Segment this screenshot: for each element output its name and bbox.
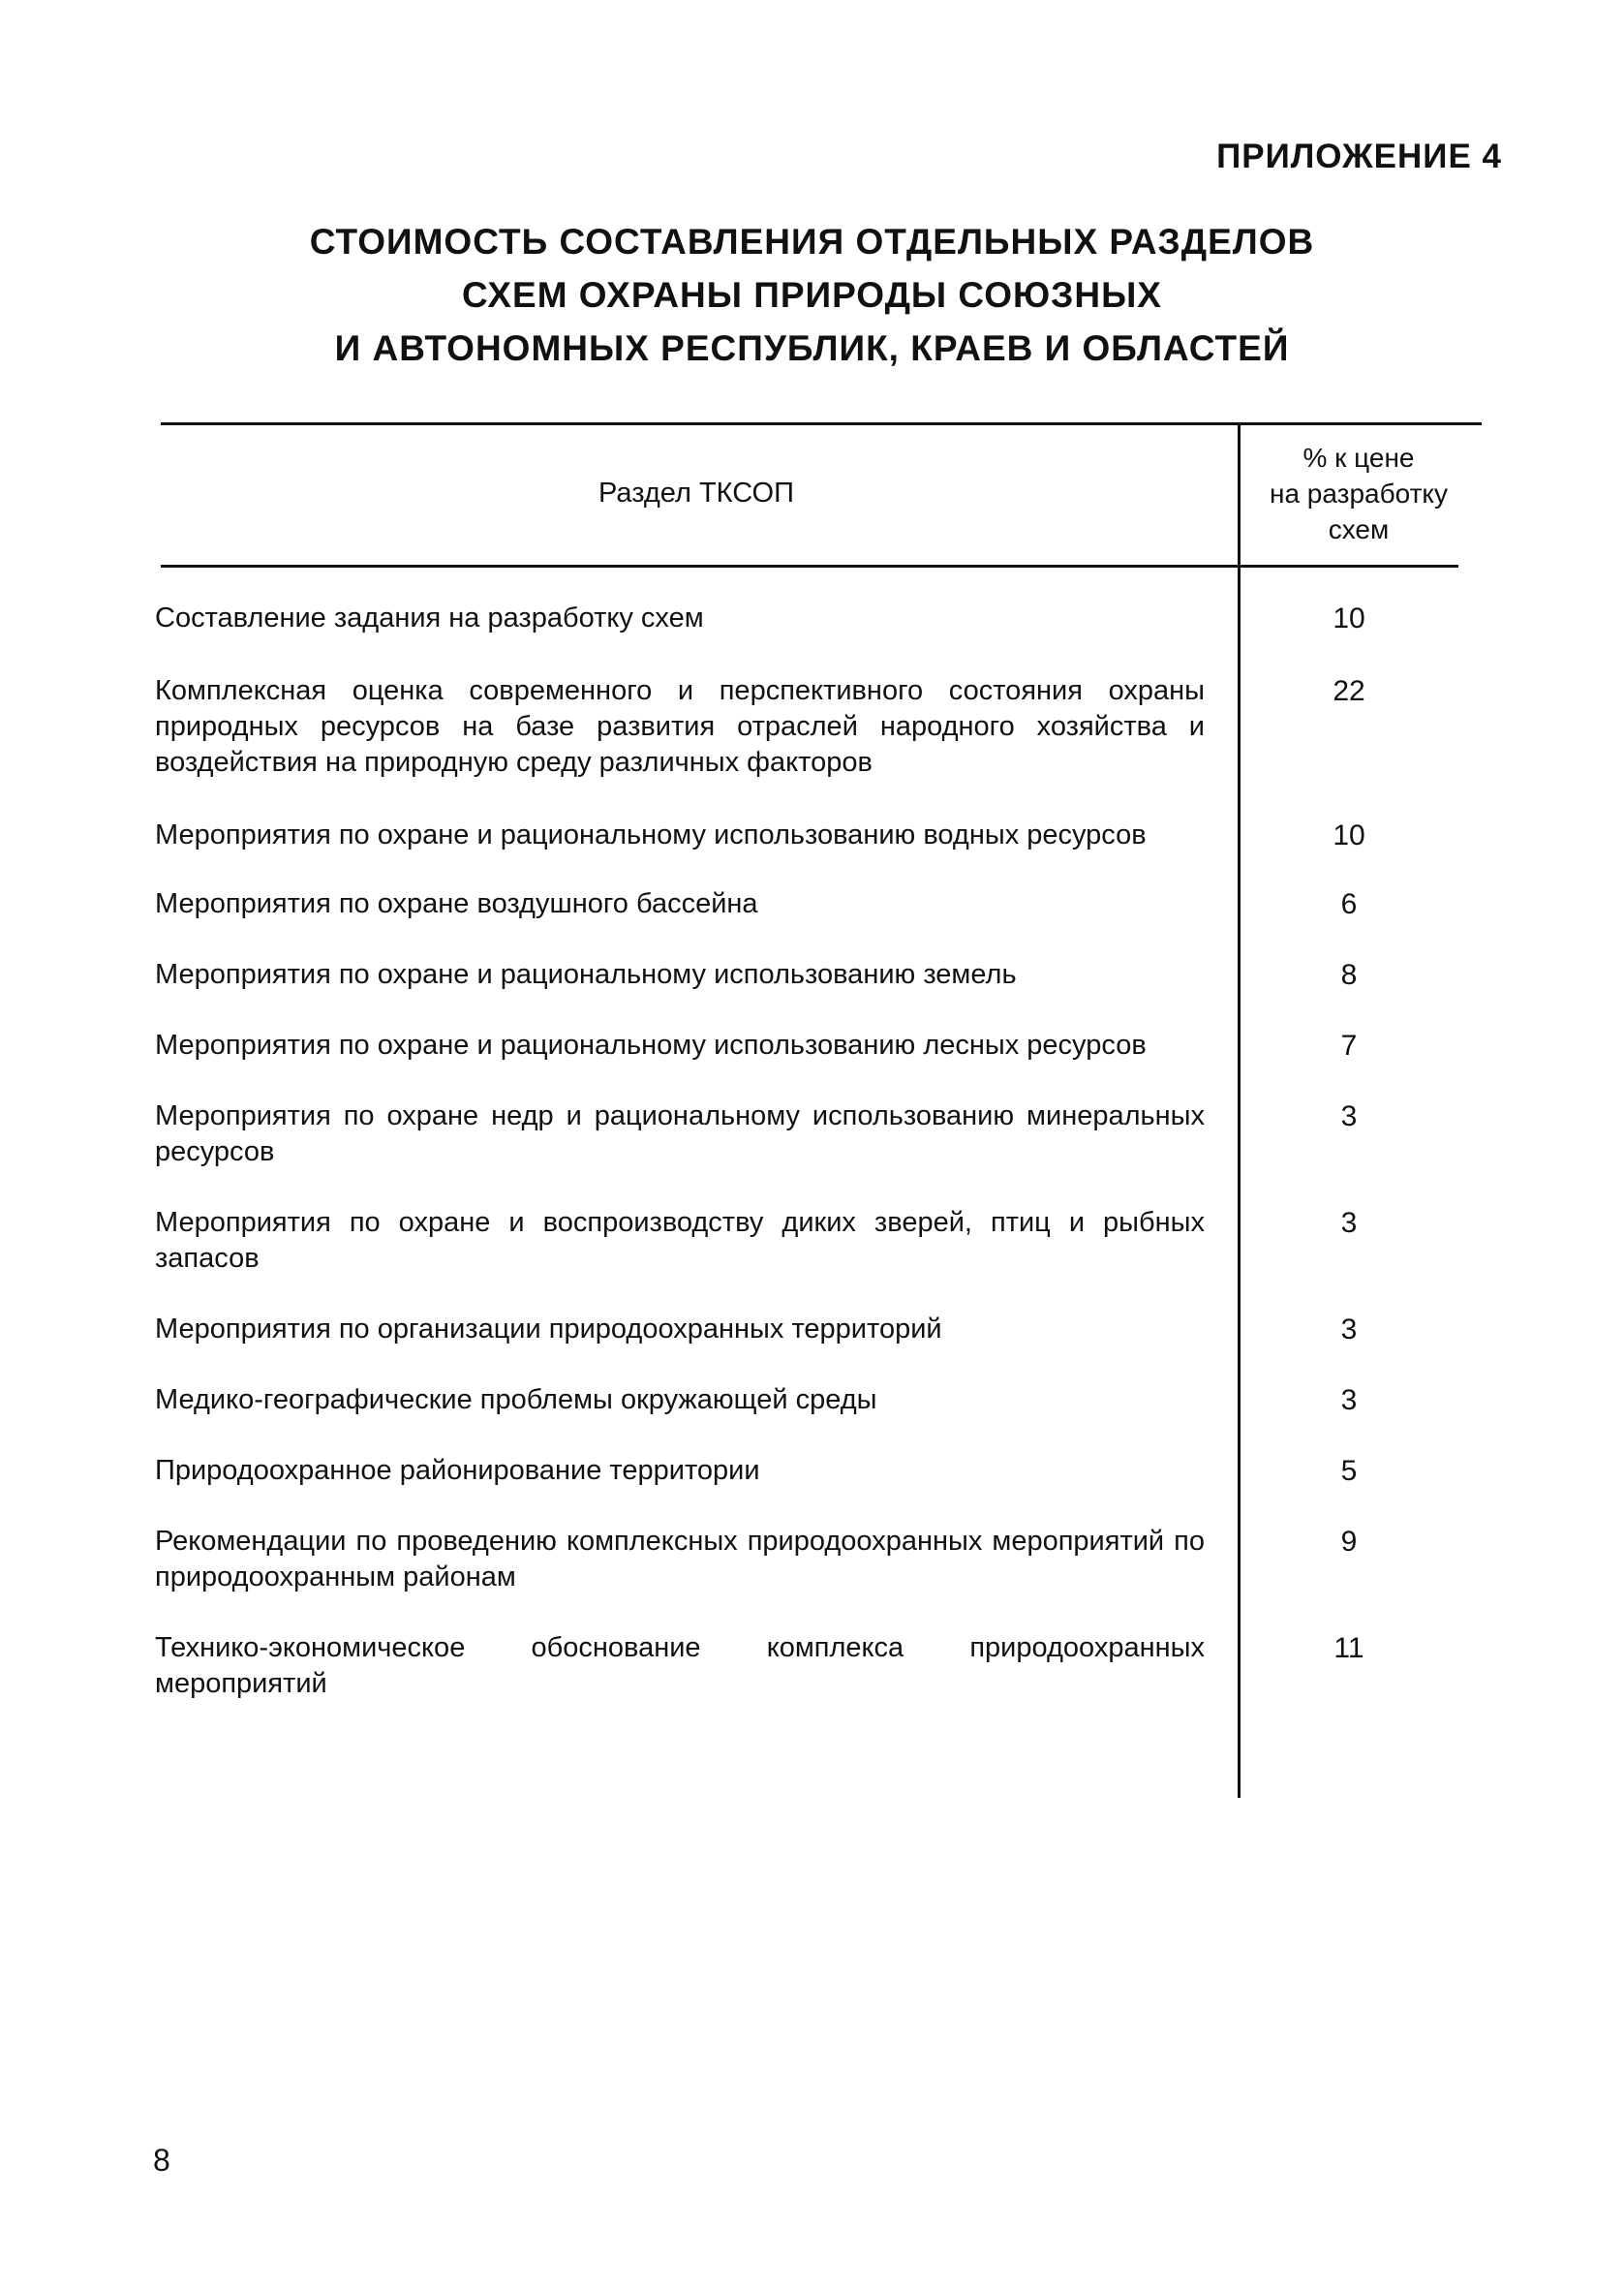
section-cell: Комплексная оценка современного и перспективного состояния охраны природных ресурсов на базе развития отраслей народного хозяйства и воздействия на природную среду различных факторов [155, 675, 1205, 778]
title-line: СТОИМОСТЬ СОСТАВЛЕНИЯ ОТДЕЛЬНЫХ РАЗДЕЛОВ [309, 222, 1315, 262]
table-row [155, 1630, 1482, 1702]
percent-cell: 22 [1333, 675, 1365, 707]
section-cell: Природоохранное районирование территории [155, 1455, 760, 1486]
title-line: СХЕМ ОХРАНЫ ПРИРОДЫ СОЮЗНЫХ [462, 275, 1162, 315]
section-cell: Рекомендации по проведению комплексных природоохранных мероприятий по природоохранным районам [155, 1526, 1205, 1592]
table-body [155, 601, 1482, 1702]
page-number: 8 [153, 2143, 170, 2178]
percent-cell: 3 [1340, 1100, 1358, 1132]
section-cell: Мероприятия по охране и рациональному использованию земель [155, 959, 1017, 990]
table-row [155, 1312, 1482, 1347]
table-row [155, 1098, 1482, 1170]
percent-cell: 3 [1340, 1207, 1358, 1239]
document-title [0, 215, 1624, 375]
section-cell: Мероприятия по охране воздушного бассейна [155, 888, 758, 919]
table-row [155, 957, 1482, 993]
section-cell: Мероприятия по организации природоохранных территорий [155, 1314, 942, 1345]
percent-cell: 3 [1340, 1314, 1358, 1345]
percent-cell: 9 [1340, 1526, 1358, 1558]
table-row [155, 601, 1482, 636]
section-cell: Мероприятия по охране и воспроизводству диких зверей, птиц и рыбных запасов [155, 1207, 1205, 1274]
section-cell: Мероприятия по охране недр и рациональному использованию минеральных ресурсов [155, 1100, 1205, 1167]
percent-cell: 3 [1340, 1384, 1358, 1416]
table-row [155, 1205, 1482, 1277]
section-cell: Мероприятия по охране и рациональному использованию лесных ресурсов [155, 1030, 1147, 1061]
column-header-section: Раздел ТКСОП [598, 478, 794, 509]
table-row [155, 1382, 1482, 1418]
table-header-rule [161, 565, 1458, 568]
percent-cell: 10 [1333, 603, 1365, 634]
appendix-label: ПРИЛОЖЕНИЕ 4 [1216, 138, 1502, 175]
section-cell: Технико-экономическое обоснование комплекса природоохранных мероприятий [155, 1632, 1205, 1699]
table-row [155, 1028, 1482, 1064]
table-row [155, 886, 1482, 922]
column-header-percent: % к цене на разработку схем [1269, 443, 1448, 544]
title-line: И АВТОНОМНЫХ РЕСПУБЛИК, КРАЕВ И ОБЛАСТЕЙ [334, 328, 1290, 368]
table-row [155, 1453, 1482, 1489]
section-cell: Составление задания на разработку схем [155, 603, 704, 634]
percent-cell: 7 [1340, 1030, 1358, 1062]
percent-cell: 11 [1333, 1632, 1364, 1664]
percent-cell: 8 [1340, 959, 1358, 991]
table-row [155, 673, 1482, 781]
section-cell: Медико-географические проблемы окружающей среды [155, 1384, 877, 1415]
section-cell: Мероприятия по охране и рациональному использованию водных ресурсов [155, 819, 1147, 850]
table-row [155, 818, 1482, 853]
percent-cell: 5 [1340, 1455, 1358, 1487]
cost-table [155, 422, 1482, 1798]
percent-cell: 10 [1333, 819, 1365, 851]
table-row [155, 1524, 1482, 1595]
percent-cell: 6 [1340, 888, 1358, 920]
